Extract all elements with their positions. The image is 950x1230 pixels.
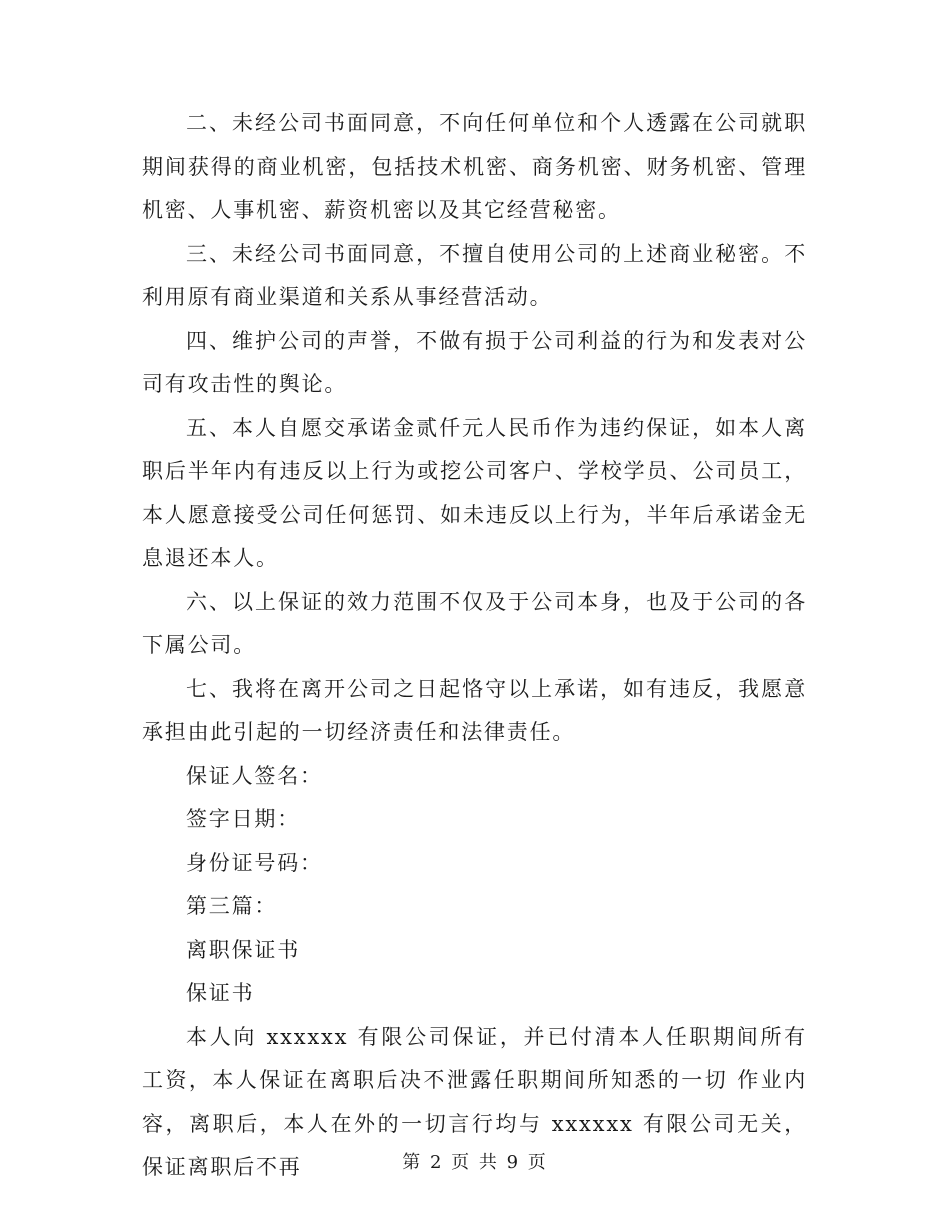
section-title: 离职保证书 [186, 937, 300, 962]
paragraph-clause-6: 六、以上保证的效力范围不仅及于公司本身，也及于公司的各下属公司。 [142, 589, 807, 657]
sign-date-label: 签字日期： [186, 807, 300, 831]
page-number-footer: 第 2 页 共 9 页 [402, 1152, 548, 1173]
signature-label: 保证人签名： [186, 763, 323, 788]
paragraph-clause-4: 四、维护公司的声誉，不做有损于公司利益的行为和发表对公司有攻击性的舆论。 [142, 328, 807, 396]
paragraph-clause-3: 三、未经公司书面同意，不擅自使用公司的上述商业秘密。不利用原有商业渠道和关系从事经营活动。 [142, 241, 807, 309]
section-heading: 第三篇： [186, 894, 278, 918]
paragraph-clause-7: 七、我将在离开公司之日起恪守以上承诺，如有违反，我愿意承担由此引起的一切经济责任和法律责任。 [142, 676, 807, 744]
paragraph-clause-5: 五、本人自愿交承诺金贰仟元人民币作为违约保证，如本人离职后半年内有违反以上行为或挖公司客户、学校学员、公司员工，本人愿意接受公司任何惩罚、如未违反以上行为，半年后承诺金无息退还本人。 [142, 415, 807, 570]
document-title: 保证书 [186, 981, 255, 1005]
id-number-label: 身份证号码： [186, 850, 323, 875]
document-body [142, 102, 807, 1190]
paragraph-body: 本人向 xxxxxx 有限公司保证，并已付清本人任职期间所有工资，本人保证在离职后决不泄露任职期间所知悉的一切 作业内容，离职后，本人在外的一切言行均与 xxxxxx 有限公司无关，保证离职后不再 [142, 1024, 807, 1179]
paragraph-clause-2: 二、未经公司书面同意，不向任何单位和个人透露在公司就职期间获得的商业机密，包括技术机密、商务机密、财务机密、管理机密、人事机密、薪资机密以及其它经营秘密。 [142, 111, 807, 222]
